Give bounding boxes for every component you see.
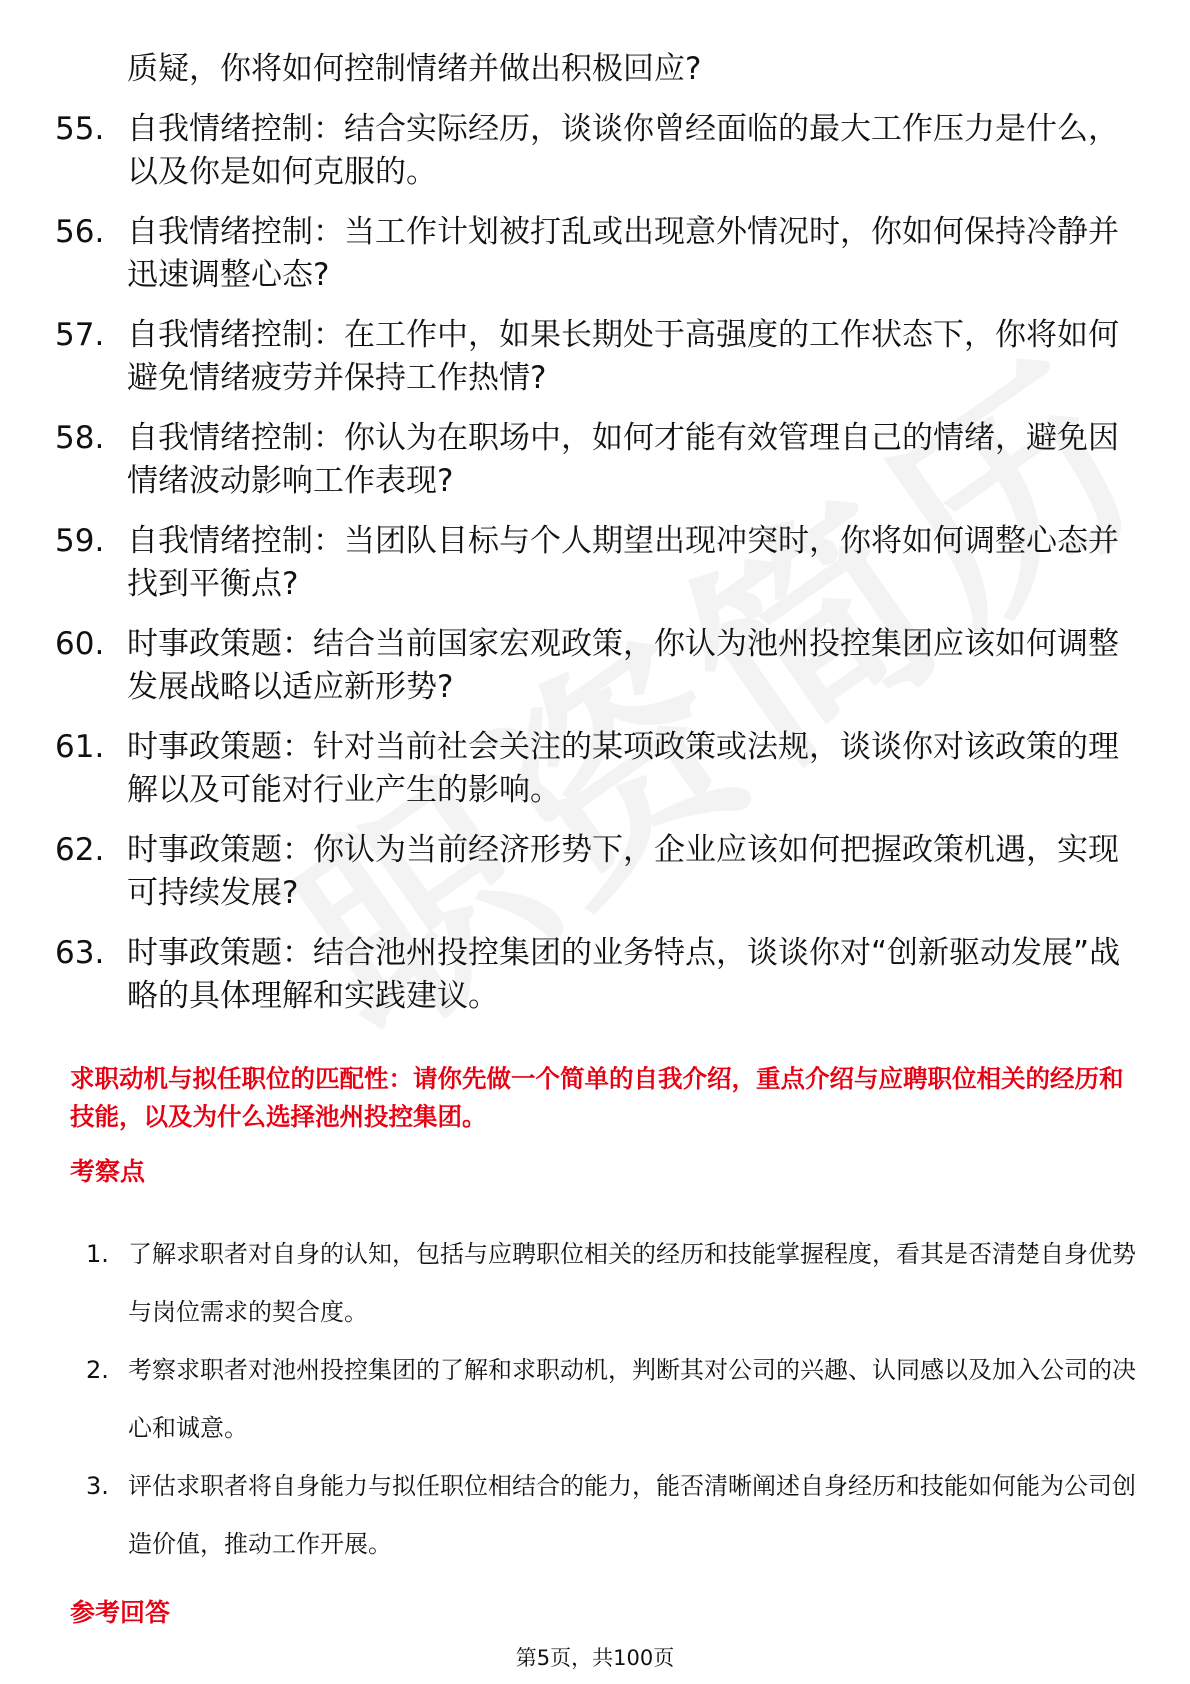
question-item bbox=[55, 520, 1135, 606]
question-number: 62. bbox=[55, 832, 105, 868]
question-number: 56. bbox=[55, 214, 105, 250]
question-text: 时事政策题：你认为当前经济形势下，企业应该如何把握政策机遇，实现可持续发展? bbox=[127, 832, 1119, 911]
question-number: 58. bbox=[55, 420, 105, 456]
point-number: 2. bbox=[86, 1356, 109, 1384]
assessment-point bbox=[86, 1341, 1136, 1457]
point-text: 了解求职者对自身的认知，包括与应聘职位相关的经历和技能掌握程度，看其是否清楚自身优势与岗位需求的契合度。 bbox=[128, 1240, 1136, 1326]
question-item bbox=[55, 829, 1135, 915]
page-footer: 第5页，共100页 bbox=[515, 1646, 675, 1670]
kaochadian-heading: 考察点 bbox=[70, 1157, 146, 1186]
point-text: 评估求职者将自身能力与拟任职位相结合的能力，能否清晰阐述自身经历和技能如何能为公司创造价值，推动工作开展。 bbox=[128, 1472, 1136, 1558]
question-item bbox=[55, 108, 1135, 194]
question-text: 自我情绪控制：当团队目标与个人期望出现冲突时，你将如何调整心态并找到平衡点? bbox=[127, 523, 1119, 602]
question-item bbox=[55, 932, 1135, 1018]
question-text: 自我情绪控制：在工作中，如果长期处于高强度的工作状态下，你将如何避免情绪疲劳并保持工作热情? bbox=[127, 317, 1119, 396]
question-item bbox=[55, 623, 1135, 709]
question-number: 57. bbox=[55, 317, 105, 353]
question-text: 自我情绪控制：你认为在职场中，如何才能有效管理自己的情绪，避免因情绪波动影响工作表现? bbox=[127, 420, 1119, 499]
assessment-point bbox=[86, 1225, 1136, 1341]
question-text: 自我情绪控制：结合实际经历，谈谈你曾经面临的最大工作压力是什么，以及你是如何克服的。 bbox=[127, 111, 1119, 190]
point-text: 考察求职者对池州投控集团的了解和求职动机，判断其对公司的兴趣、认同感以及加入公司的决心和诚意。 bbox=[128, 1356, 1136, 1442]
question-number: 63. bbox=[55, 935, 105, 971]
question-text: 时事政策题：结合池州投控集团的业务特点，谈谈你对“创新驱动发展”战略的具体理解和实践建议。 bbox=[127, 935, 1121, 1014]
question-number: 61. bbox=[55, 729, 105, 765]
question-text: 时事政策题：针对当前社会关注的某项政策或法规，谈谈你对该政策的理解以及可能对行业产生的影响。 bbox=[127, 729, 1119, 808]
point-number: 1. bbox=[86, 1240, 109, 1268]
assessment-points-list bbox=[86, 1225, 1136, 1573]
question-item bbox=[55, 314, 1135, 400]
question-number: 59. bbox=[55, 523, 105, 559]
question-item bbox=[55, 211, 1135, 297]
question-text: 时事政策题：结合当前国家宏观政策，你认为池州投控集团应该如何调整发展战略以适应新形势? bbox=[127, 626, 1119, 705]
question-number: 60. bbox=[55, 626, 105, 662]
question-text: 自我情绪控制：当工作计划被打乱或出现意外情况时，你如何保持冷静并迅速调整心态? bbox=[127, 214, 1119, 293]
question-continuation: 质疑，你将如何控制情绪并做出积极回应? bbox=[127, 51, 702, 87]
assessment-point bbox=[86, 1457, 1136, 1573]
point-number: 3. bbox=[86, 1472, 109, 1500]
question-number: 55. bbox=[55, 111, 105, 147]
question-list bbox=[55, 48, 1135, 1035]
reference-answer-heading: 参考回答 bbox=[70, 1598, 171, 1627]
question-item bbox=[55, 417, 1135, 503]
question-item bbox=[55, 726, 1135, 812]
section-question-heading: 求职动机与拟任职位的匹配性：请你先做一个简单的自我介绍，重点介绍与应聘职位相关的经历和技能，以及为什么选择池州投控集团。 bbox=[70, 1064, 1124, 1131]
